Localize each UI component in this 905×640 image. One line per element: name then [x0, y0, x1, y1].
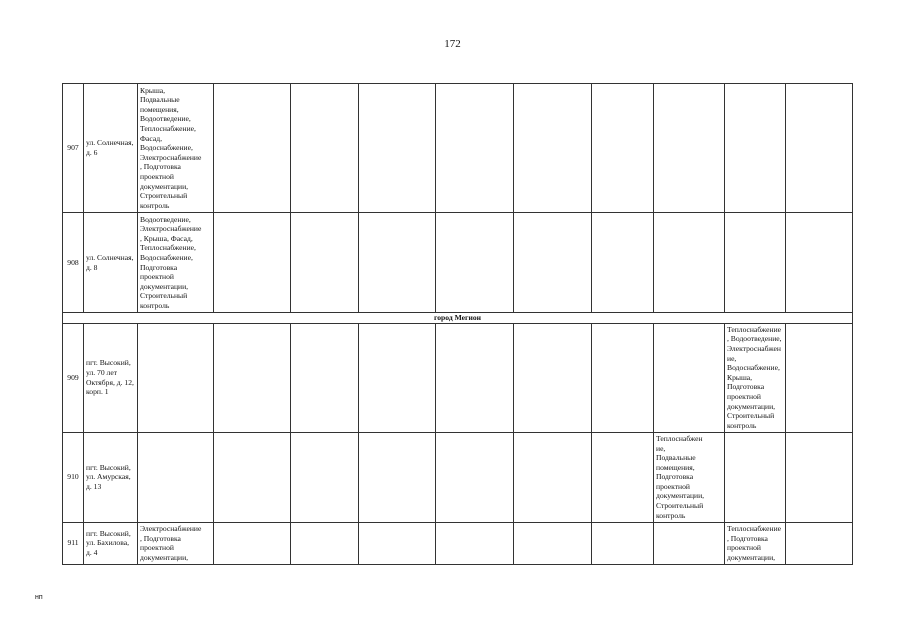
empty-cell — [359, 213, 436, 313]
empty-cell — [514, 84, 592, 213]
empty-cell — [214, 84, 291, 213]
works-cell — [654, 213, 725, 313]
empty-cell — [592, 323, 654, 432]
empty-cell — [436, 323, 514, 432]
works-cell: Теплоснабжен ие, Подвальные помещения, Подготовка проектной документации, Строительный контроль — [654, 432, 725, 522]
empty-cell — [214, 213, 291, 313]
row-number: 907 — [63, 84, 84, 213]
empty-cell — [214, 323, 291, 432]
empty-cell — [514, 323, 592, 432]
empty-cell — [436, 522, 514, 564]
address-cell: пгт. Высокий, ул. Амурская, д. 13 — [84, 432, 138, 522]
address-cell: ул. Солнечная, д. 6 — [84, 84, 138, 213]
empty-cell — [214, 522, 291, 564]
table-row — [63, 522, 853, 564]
works-cell — [725, 213, 786, 313]
table-row — [63, 323, 853, 432]
empty-cell — [436, 432, 514, 522]
page-number: 172 — [444, 38, 461, 50]
address-cell: пгт. Высокий, ул. Бахилова, д. 4 — [84, 522, 138, 564]
empty-cell — [786, 213, 853, 313]
table-row — [63, 84, 853, 213]
empty-cell — [592, 213, 654, 313]
empty-cell — [291, 84, 359, 213]
empty-cell — [436, 213, 514, 313]
row-number: 910 — [63, 432, 84, 522]
works-cell — [138, 323, 214, 432]
empty-cell — [359, 522, 436, 564]
empty-cell — [359, 323, 436, 432]
empty-cell — [514, 432, 592, 522]
works-cell — [654, 323, 725, 432]
table-row — [63, 432, 853, 522]
works-cell: Крыша, Подвальные помещения, Водоотведение, Теплоснабжение, Фасад, Водоснабжение, Электроснабжение , Подготовка проектной документации, Строительный контроль — [138, 84, 214, 213]
footer-mark: нп — [35, 594, 43, 601]
empty-cell — [514, 213, 592, 313]
empty-cell — [592, 522, 654, 564]
works-cell — [725, 84, 786, 213]
row-number: 908 — [63, 213, 84, 313]
works-cell — [654, 84, 725, 213]
empty-cell — [786, 323, 853, 432]
empty-cell — [592, 84, 654, 213]
empty-cell — [291, 213, 359, 313]
works-cell — [654, 522, 725, 564]
section-row — [63, 313, 853, 324]
row-number: 909 — [63, 323, 84, 432]
empty-cell — [786, 522, 853, 564]
empty-cell — [359, 432, 436, 522]
works-cell — [725, 432, 786, 522]
works-cell: Теплоснабжение , Подготовка проектной документации, — [725, 522, 786, 564]
empty-cell — [786, 84, 853, 213]
empty-cell — [291, 323, 359, 432]
empty-cell — [291, 432, 359, 522]
empty-cell — [214, 432, 291, 522]
section-title: город Мегион — [63, 313, 853, 324]
empty-cell — [359, 84, 436, 213]
address-cell: пгт. Высокий, ул. 70 лет Октября, д. 12, корп. 1 — [84, 323, 138, 432]
works-cell: Водоотведение, Электроснабжение , Крыша, Фасад, Теплоснабжение, Водоснабжение, Подготовка проектной документации, Строительный контроль — [138, 213, 214, 313]
works-cell: Электроснабжение , Подготовка проектной документации, — [138, 522, 214, 564]
empty-cell — [786, 432, 853, 522]
empty-cell — [592, 432, 654, 522]
address-cell: ул. Солнечная, д. 8 — [84, 213, 138, 313]
works-cell — [138, 432, 214, 522]
row-number: 911 — [63, 522, 84, 564]
empty-cell — [436, 84, 514, 213]
table-row — [63, 213, 853, 313]
empty-cell — [514, 522, 592, 564]
empty-cell — [291, 522, 359, 564]
works-cell: Теплоснабжение , Водоотведение, Электроснабжен ие, Водоснабжение, Крыша, Подготовка проектной документации, Строительный контроль — [725, 323, 786, 432]
works-table — [62, 83, 853, 565]
